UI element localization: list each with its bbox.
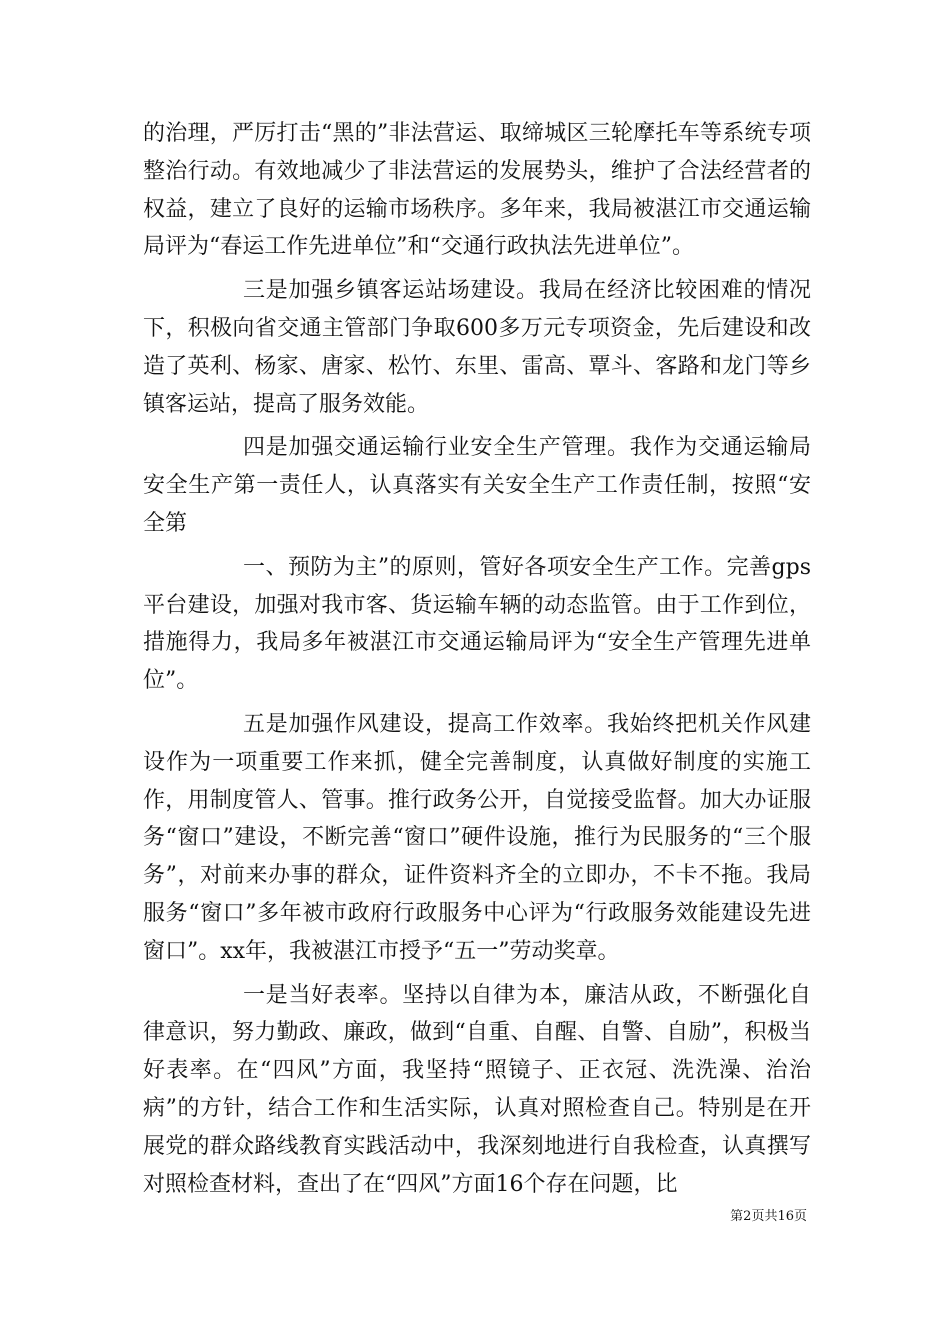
document-body [143,115,811,1203]
paragraph-5: 五是加强作风建设，提高工作效率。我始终把机关作风建设作为一项重要工作来抓，健全完善制度，认真做好制度的实施工作，用制度管人、管事。推行政务公开，自觉接受监督。加大办证服务“窗口”建设，不断完善“窗口”硬件设施，推行为民服务的“三个服务”，对前来办事的群众，证件资料齐全的立即办，不卡不拖。我局服务“窗口”多年被市政府行政服务中心评为“行政服务效能建设先进窗口”。xx年，我被湛江市授予“五一”劳动奖章。 [143,711,811,964]
paragraph-1: 的治理，严厉打击“黑的”非法营运、取缔城区三轮摩托车等系统专项整治行动。有效地减少了非法营运的发展势头，维护了合法经营者的权益，建立了良好的运输市场秩序。多年来，我局被湛江市交通运输局评为“春运工作先进单位”和“交通行政执法先进单位”。 [143,121,811,260]
page-number-footer: 第2页共16页 [730,1209,807,1224]
paragraph-4: 一、预防为主”的原则，管好各项安全生产工作。完善gps平台建设，加强对我市客、货运输车辆的动态监管。由于工作到位，措施得力，我局多年被湛江市交通运输局评为“安全生产管理先进单位”。 [143,554,811,694]
paragraph-3: 四是加强交通运输行业安全生产管理。我作为交通运输局安全生产第一责任人，认真落实有关安全生产工作责任制，按照“安全第 [143,435,811,536]
paragraph-2: 三是加强乡镇客运站场建设。我局在经济比较困难的情况下，积极向省交通主管部门争取600多万元专项资金，先后建设和改造了英利、杨家、唐家、松竹、东里、雷高、覃斗、客路和龙门等乡镇客运站，提高了服务效能。 [143,278,811,417]
paragraph-6: 一是当好表率。坚持以自律为本，廉洁从政，不断强化自律意识，努力勤政、廉政，做到“自重、自醒、自警、自励”，积极当好表率。在“四风”方面，我坚持“照镜子、正衣冠、洗洗澡、治治病”的方针，结合工作和生活实际，认真对照检查自己。特别是在开展党的群众路线教育实践活动中，我深刻地进行自我检查，认真撰写对照检查材料，查出了在“四风”方面16个存在问题，比 [143,982,811,1197]
